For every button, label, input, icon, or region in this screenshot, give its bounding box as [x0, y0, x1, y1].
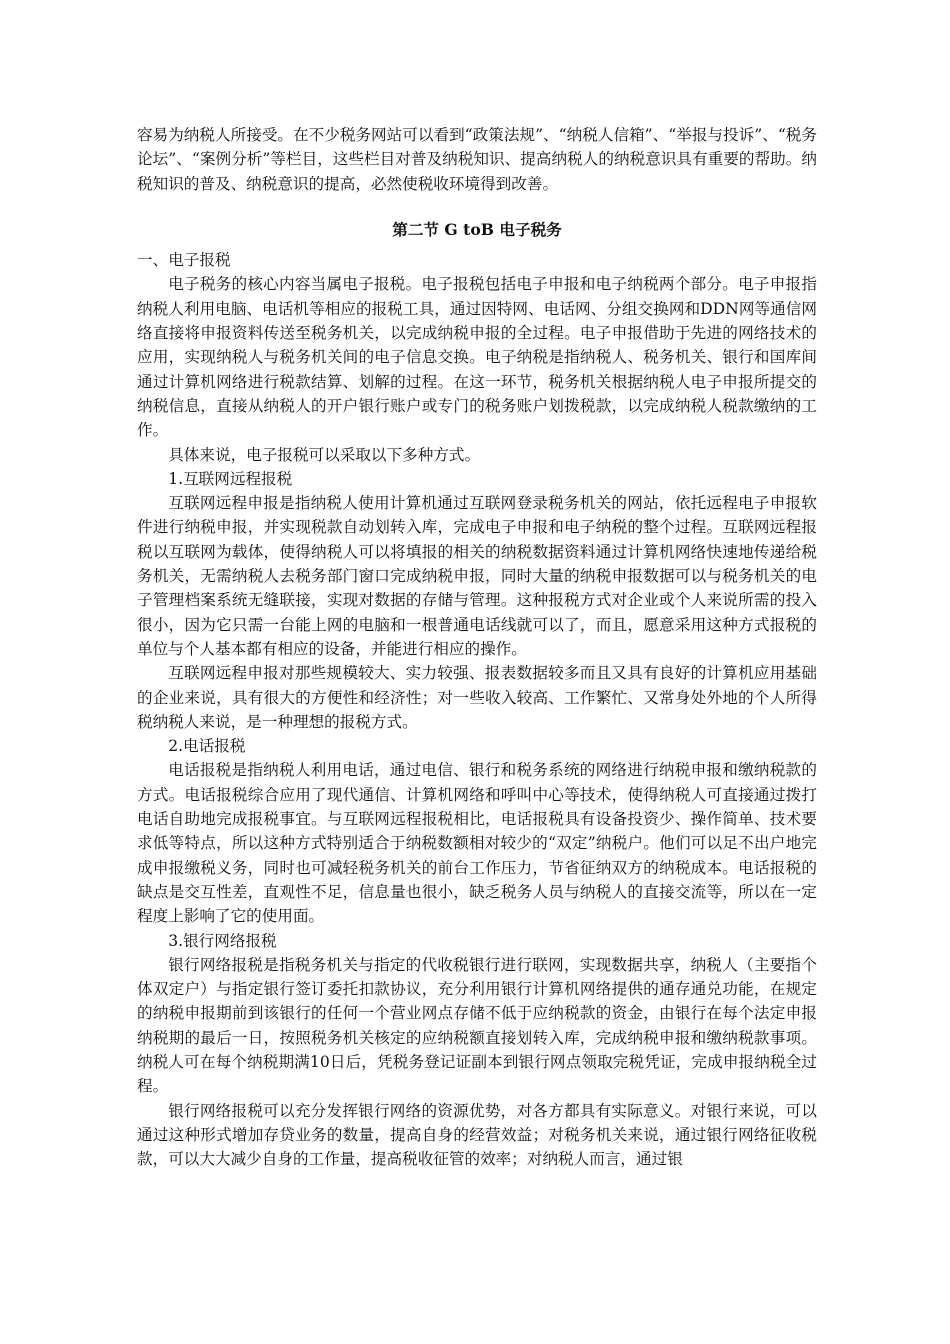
paragraph: 互联网远程申报是指纳税人使用计算机通过互联网登录税务机关的网站，依托远程电子申报软件进行纳税申报，并实现税款自动划转入库，完成电子申报和电子纳税的整个过程。互联网远程报税以互联网为载体，使得纳税人可以将填报的相关的纳税数据资料通过计算机网络快速地传递给税务机关，无需纳税人去税务部门窗口完成纳税申报，同时大量的纳税申报数据可以与税务机关的电子管理档案系统无缝联接，实现对数据的存储与管理。这种报税方式对企业或个人来说所需的投入很小，因为它只需一台能上网的电脑和一根普通电话线就可以了，而且，愿意采用这种方式报税的单位与个人基本都有相应的设备，并能进行相应的操作。: [137, 494, 817, 658]
method-heading: 3.银行网络报税: [168, 931, 277, 950]
paragraph: 银行网络报税可以充分发挥银行网络的资源优势，对各方都具有实际意义。对银行来说，可以通过这种形式增加存贷业务的数量，提高自身的经营效益；对税务机关来说，通过银行网络征收税款，可以大大减少自身的工作量，提高税收征管的效率；对纳税人而言，通过银: [137, 1101, 817, 1169]
paragraph: 互联网远程申报对那些规模较大、实力较强、报表数据较多而且又具有良好的计算机应用基础的企业来说，具有很大的方便性和经济性；对一些收入较高、工作繁忙、又常身处外地的个人所得税纳税人来说，是一种理想的报税方式。: [137, 664, 817, 731]
subsection-heading: 一、电子报税: [137, 251, 231, 270]
method-heading: 1.互联网远程报税: [168, 469, 293, 488]
section-title: 第二节 G toB 电子税务: [392, 219, 562, 239]
method-heading: 2.电话报税: [168, 737, 246, 756]
document-page: [137, 123, 817, 1171]
intro-paragraph: 容易为纳税人所接受。在不少税务网站可以看到“政策法规”、“纳税人信箱”、“举报与投诉”、“税务论坛”、“案例分析”等栏目，这些栏目对普及纳税知识、提高纳税人的纳税意识具有重要的帮助。纳税知识的普及、纳税意识的提高，必然使税收环境得到改善。: [137, 126, 817, 193]
paragraph: 银行网络报税是指税务机关与指定的代收税银行进行联网，实现数据共享，纳税人（主要指个体双定户）与指定银行签订委托扣款协议，充分利用银行计算机网络提供的通存通兑功能，在规定的纳税申报期前到该银行的任何一个营业网点存储不低于应纳税款的资金，由银行在每个法定申报纳税期的最后一日，按照税务机关核定的应纳税额直接划转入库，完成纳税申报和缴纳税款事项。纳税人可在每个纳税期满10日后，凭税务登记证副本到银行网点领取完税凭证，完成申报纳税全过程。: [137, 955, 817, 1096]
paragraph: 电话报税是指纳税人利用电话，通过电信、银行和税务系统的网络进行纳税申报和缴纳税款的方式。电话报税综合应用了现代通信、计算机网络和呼叫中心等技术，使得纳税人可直接通过拨打电话自助地完成报税事宜。与互联网远程报税相比，电话报税具有设备投资少、操作简单、技术要求低等特点，所以这种方式特别适合于纳税数额相对较少的“双定”纳税户。他们可以足不出户地完成申报缴税义务，同时也可减轻税务机关的前台工作压力，节省征纳双方的纳税成本。电话报税的缺点是交互性差，直观性不足，信息量也很小，缺乏税务人员与纳税人的直接交流等，所以在一定程度上影响了它的使用面。: [137, 761, 817, 926]
paragraph: 电子税务的核心内容当属电子报税。电子报税包括电子申报和电子纳税两个部分。电子申报指纳税人利用电脑、电话机等相应的报税工具，通过因特网、电话网、分组交换网和DDN网等通信网络直接将申报资料传送至税务机关，以完成纳税申报的全过程。电子申报借助于先进的网络技术的应用，实现纳税人与税务机关间的电子信息交换。电子纳税是指纳税人、税务机关、银行和国库间通过计算机网络进行税款结算、划解的过程。在这一环节，税务机关根据纳税人电子申报所提交的纳税信息，直接从纳税人的开户银行账户或专门的税务账户划拨税款，以完成纳税人税款缴纳的工作。: [137, 275, 817, 440]
paragraph: 具体来说，电子报税可以采取以下多种方式。: [168, 445, 481, 464]
